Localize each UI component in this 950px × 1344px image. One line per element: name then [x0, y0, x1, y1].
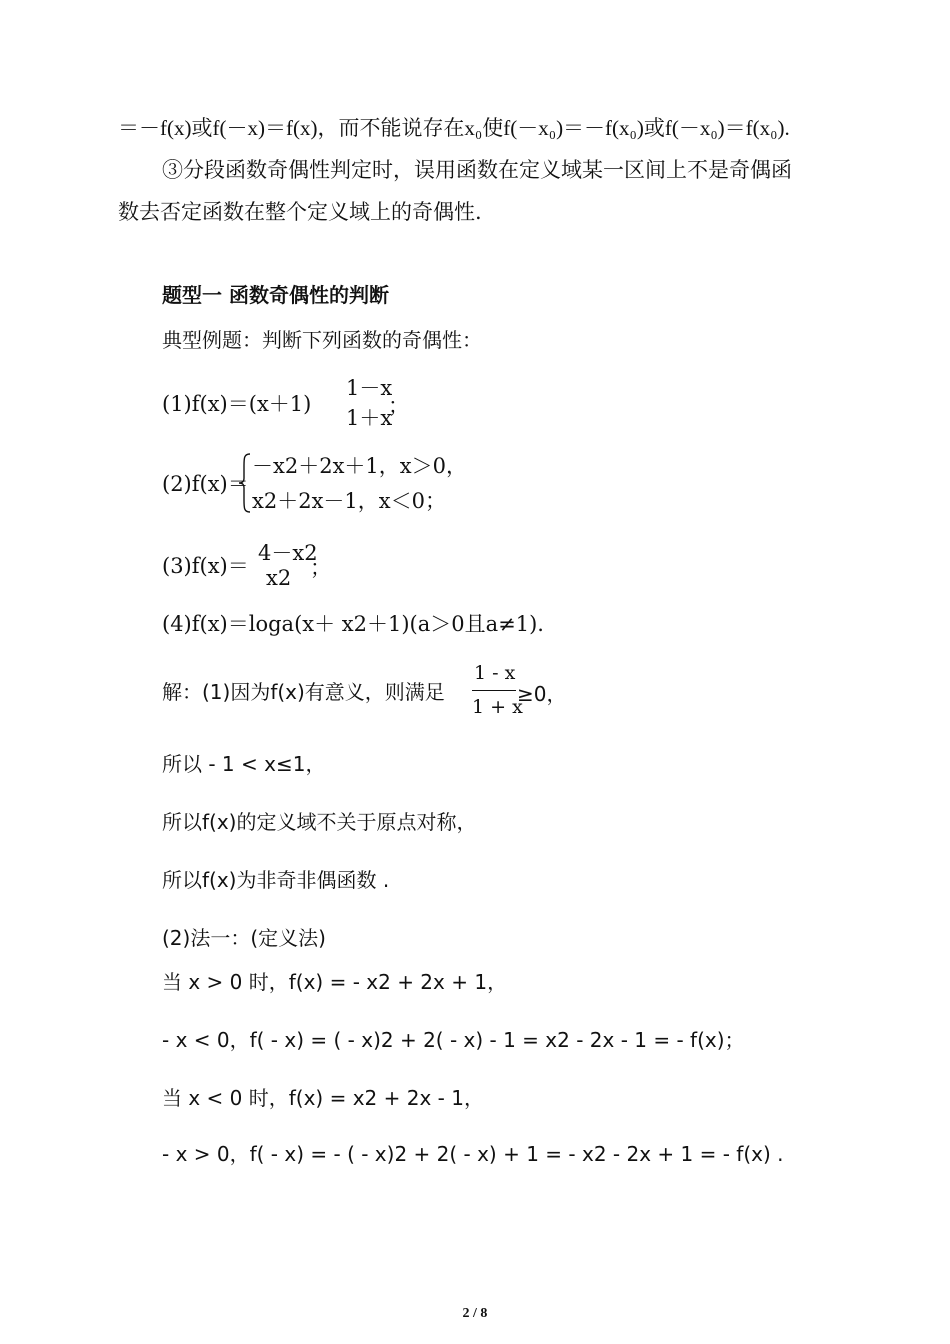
solution-line-7: - x < 0，f( - x) = ( - x)2 + 2( - x) - 1 = x2 - 2x - 1 = - f(x)； [162, 1028, 745, 1052]
problem-3-label: (3)f(x)＝ [162, 554, 249, 578]
paragraph-3-line-2: 数去否定函数在整个定义域上的奇偶性. [118, 200, 482, 224]
problem-3-tail: ； [310, 556, 331, 580]
solution-fraction-bar [472, 690, 516, 691]
problem-2-case-2: x2＋2x－1，x＜0； [252, 489, 446, 513]
solution-line-5: (2)法一：(定义法) [162, 926, 326, 950]
section-heading: 题型一 函数奇偶性的判断 [162, 283, 389, 307]
solution-fraction-tail: ≥0， [517, 682, 567, 706]
problem-1-denominator: 1＋x [346, 406, 393, 430]
solution-line-6: 当 x > 0 时，f(x) = - x2 + 2x + 1， [162, 970, 508, 994]
problem-3-denominator: x2 [266, 566, 292, 590]
problem-2-case-1: －x2＋2x＋1，x＞0， [252, 454, 467, 478]
page-number: 2 / 8 [462, 1306, 488, 1321]
solution-fraction-denominator: 1 + x [472, 696, 523, 718]
problem-2-label: (2)f(x)＝ [162, 472, 249, 496]
solution-line-1: 解：(1)因为f(x)有意义，则满足 [162, 680, 445, 704]
solution-line-9: - x > 0，f( - x) = - ( - x)2 + 2( - x) + 1 = - x2 - 2x + 1 = - f(x) . [162, 1142, 784, 1166]
problem-3-numerator: 4－x2 [258, 541, 318, 565]
problem-4: (4)f(x)＝loga(x＋ x2＋1)(a＞0且a≠1). [162, 612, 544, 636]
solution-line-4: 所以f(x)为非奇非偶函数 . [162, 868, 390, 892]
solution-fraction-numerator: 1 - x [474, 662, 516, 684]
piecewise-brace [238, 452, 252, 514]
example-intro: 典型例题：判断下列函数的奇偶性： [162, 328, 482, 352]
problem-1-label: (1)f(x)＝(x＋1) [162, 392, 312, 416]
problem-1-tail: ； [388, 394, 409, 418]
text-line-1: ＝－f(x)或f(－x)＝f(x)，而不能说存在x₀使f(－x₀)＝－f(x₀)或f(－x₀)＝f(x₀). [118, 116, 790, 140]
solution-line-2: 所以 - 1 < x≤1， [162, 752, 326, 776]
solution-line-3: 所以f(x)的定义域不关于原点对称， [162, 810, 477, 834]
problem-1-numerator: 1－x [346, 376, 393, 400]
solution-line-8: 当 x < 0 时，f(x) = x2 + 2x - 1， [162, 1086, 484, 1110]
paragraph-3-line-1: ③分段函数奇偶性判定时，误用函数在定义域某一区间上不是奇偶函 [162, 158, 792, 182]
